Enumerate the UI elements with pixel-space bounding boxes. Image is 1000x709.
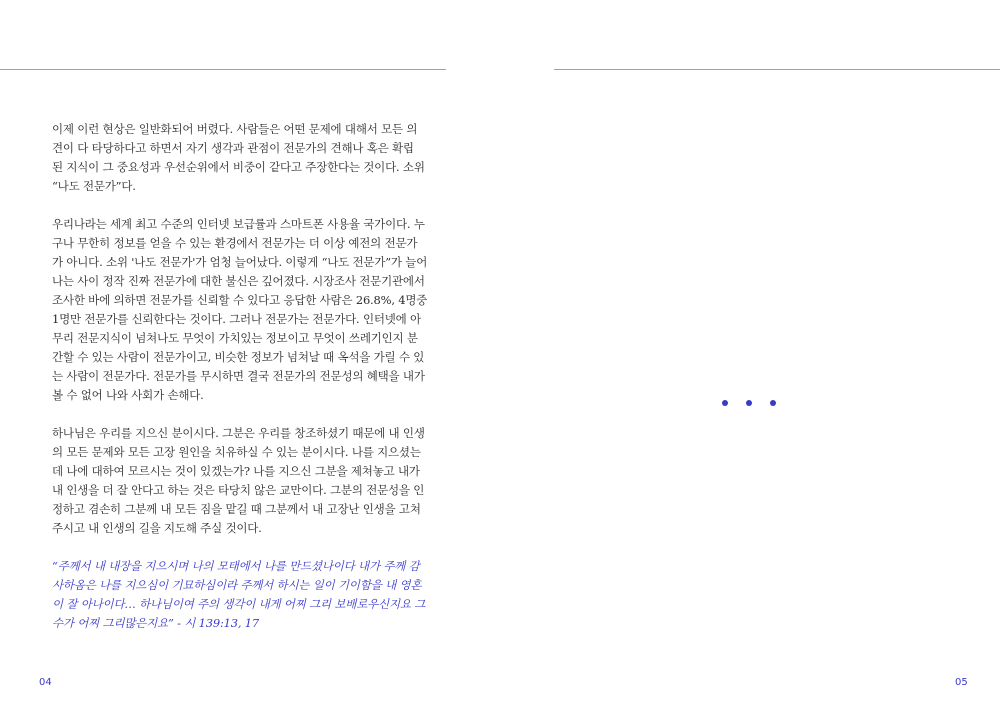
paragraph-2: 우리나라는 세계 최고 수준의 인터넷 보급률과 스마트폰 사용율 국가이다. 누 구나 무한히 정보를 얻을 수 있는 환경에서 전문가는 더 이상 예전의 전문가 가 아니다. 소위 '나도 전문가'가 엄청 늘어났다. 이렇게 “나도 전문가”가 늘어 나는 사이 정작 진짜 전문가에 대한 불신은 깊어졌다. 시장조사 전문기관에서 조사한 바에 의하면 전문가를 신뢰할 수 있다고 응답한 사람은 26.8%, 4명중 1명만 전문가를 신뢰한다는 것이다. 그러나 전문가는 전문가다. 인터넷에 아 무리 전문지식이 넘쳐나도 무엇이 가치있는 정보이고 무엇이 쓰레기인지 분 간할 수 있는 사람이 전문가이고, 비슷한 정보가 넘쳐날 때 옥석을 가릴 수 있 는 사람이 전문가다. 전문가를 무시하면 결국 전문가의 전문성의 혜택을 내가 볼 수 없어 나와 사회가 손해다. — [52, 217, 428, 402]
header-rule — [554, 69, 1000, 70]
page-number-right: 05 — [955, 677, 968, 688]
paragraph-3: 하나님은 우리를 지으신 분이시다. 그분은 우리를 창조하셨기 때문에 내 인생 의 모든 문제와 모든 고장 원인을 치유하실 수 있는 분이시다. 나를 지으셨는 데 나에 대하여 모르시는 것이 있겠는가? 나를 지으신 그분을 제쳐놓고 내가 내 인생을 더 잘 안다고 하는 것은 타당치 않은 교만이다. 그분의 전문성을 인 정하고 겸손히 그분께 내 모든 짐을 맡길 때 그분께서 내 고장난 인생을 고쳐 주시고 내 인생의 길을 지도해 주실 것이다. — [52, 426, 425, 535]
scripture-quote: “주께서 내 내장을 지으시며 나의 모태에서 나를 만드셨나이다 내가 주께 감 사하옴은 나를 지으심이 기묘하심이라 주께서 하시는 일이 기이함을 내 영혼 이 잘 아나이다… 하나님이여 주의 생각이 내게 어찌 그리 보배로우신지요 그 수가 어찌 그리많은지요” - 시 139:13, 17 — [52, 559, 426, 630]
ornament-dot — [746, 400, 752, 406]
ornament-dot — [770, 400, 776, 406]
page-number-left: 04 — [39, 677, 52, 688]
paragraph-1: 이제 이런 현상은 일반화되어 버렸다. 사람들은 어떤 문제에 대해서 모든 의 견이 다 타당하다고 하면서 자기 생각과 관점이 전문가의 견해나 혹은 확립 된 지식이 그 중요성과 우선순위에서 비중이 같다고 주장한다는 것이다. 소위 “나도 전문가”다. — [52, 122, 425, 193]
header-rule — [0, 69, 446, 70]
body-text — [52, 120, 434, 652]
dots-ornament — [722, 400, 776, 406]
ornament-dot — [722, 400, 728, 406]
right-page — [500, 0, 1000, 709]
